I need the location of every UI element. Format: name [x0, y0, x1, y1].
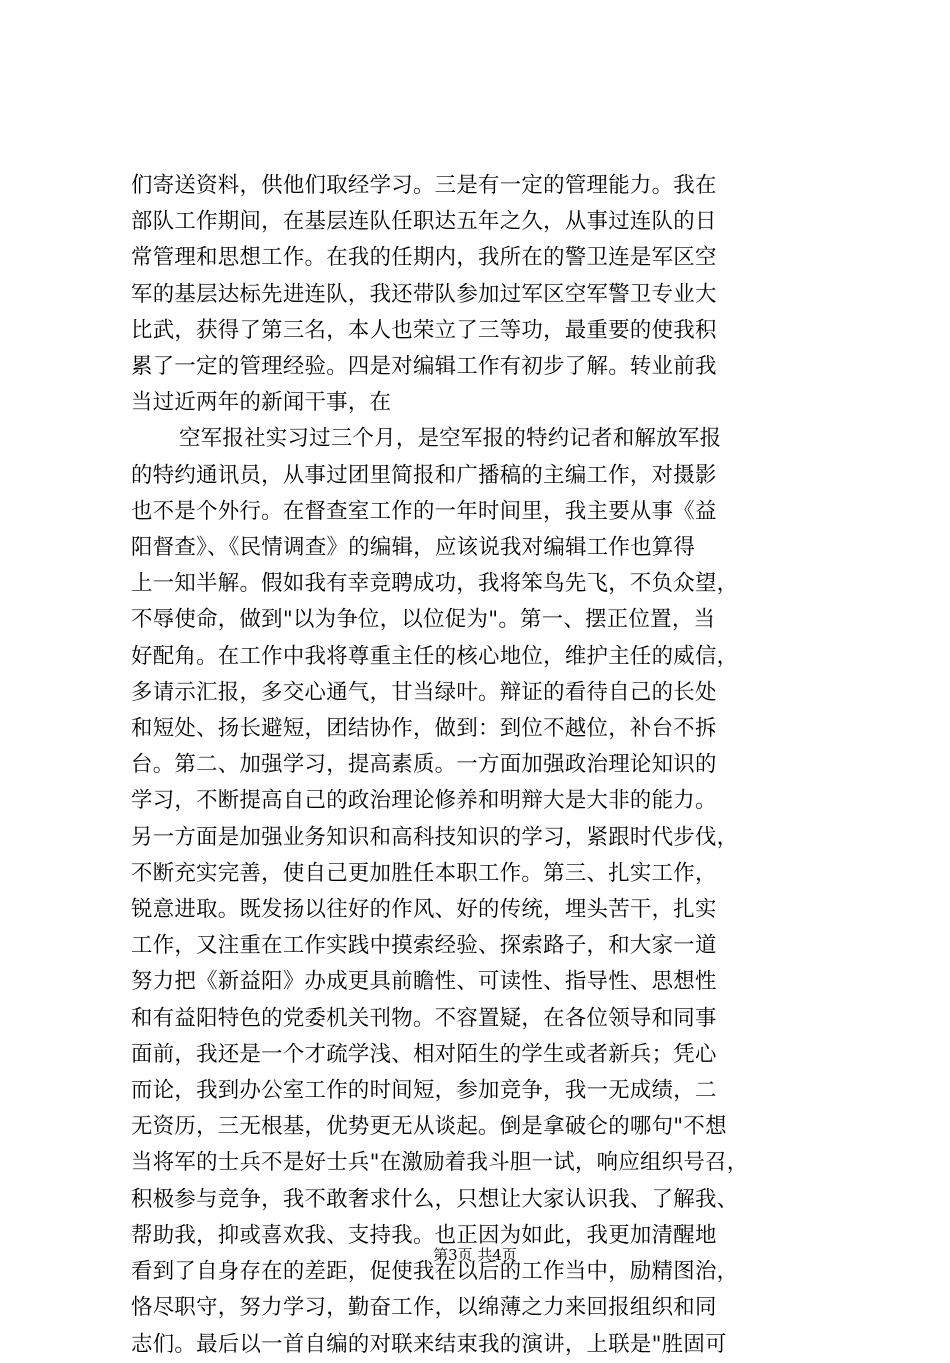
text-line: 阳督查》、《民情调查》的编辑，应该说我对编辑工作也算得	[131, 535, 696, 561]
text-line: 当过近两年的新闻干事，在	[131, 390, 392, 416]
text-line: 另一方面是加强业务知识和高科技知识的学习，紧跟时代步伐，	[131, 824, 739, 850]
text-line: 志们。最后以一首自编的对联来结束我的演讲，上联是"胜固可	[131, 1331, 727, 1357]
page-number: 第3页 共4页	[433, 1246, 517, 1264]
text-line: 多请示汇报，多交心通气，甘当绿叶。辩证的看待自己的长处	[131, 679, 717, 705]
text-line: 努力把《新益阳》办成更具前瞻性、可读性、指导性、思想性	[131, 969, 717, 995]
document-body	[131, 168, 831, 1363]
text-line: 好配角。在工作中我将尊重主任的核心地位，维护主任的威信，	[131, 643, 739, 669]
text-line: 而论，我到办公室工作的时间短，参加竞争，我一无成绩，二	[131, 1078, 717, 1104]
text-line: 和短处、扬长避短，团结协作，做到：到位不越位，补台不拆	[131, 716, 717, 742]
paragraph-2	[131, 421, 831, 1362]
page-footer	[0, 1245, 950, 1265]
text-line: 军的基层达标先进连队，我还带队参加过军区空军警卫专业大	[131, 281, 717, 307]
text-line: 面前，我还是一个才疏学浅、相对陌生的学生或者新兵；凭心	[131, 1041, 717, 1067]
text-line: 当将军的士兵不是好士兵"在激励着我斗胆一试，响应组织号召，	[131, 1150, 749, 1176]
text-line-indented: 空军报社实习过三个月，是空军报的特约记者和解放军报	[179, 426, 722, 452]
text-line: 的特约通讯员，从事过团里简报和广播稿的主编工作，对摄影	[131, 462, 717, 488]
text-line: 帮助我，抑或喜欢我、支持我。也正因为如此，我更加清醒地	[131, 1222, 717, 1248]
text-line: 部队工作期间，在基层连队任职达五年之久，从事过连队的日	[131, 209, 717, 235]
text-line: 无资历，三无根基，优势更无从谈起。倒是拿破仑的哪句"不想	[131, 1114, 727, 1140]
text-line: 也不是个外行。在督查室工作的一年时间里，我主要从事《益	[131, 498, 717, 524]
text-line: 上一知半解。假如我有幸竞聘成功，我将笨鸟先飞，不负众望，	[131, 571, 739, 597]
text-line: 不断充实完善，使自己更加胜任本职工作。第三、扎实工作，	[131, 860, 717, 886]
text-line: 不辱使命，做到"以为争位，以位促为"。第一、摆正位置，当	[131, 607, 716, 633]
text-line: 学习，不断提高自己的政治理论修养和明辩大是大非的能力。	[131, 788, 717, 814]
text-line: 比武，获得了第三名，本人也荣立了三等功，最重要的使我积	[131, 317, 717, 343]
text-line: 锐意进取。既发扬以往好的作风、好的传统，埋头苦干，扎实	[131, 897, 717, 923]
text-line: 工作，又注重在工作实践中摸索经验、探索路子，和大家一道	[131, 933, 717, 959]
text-line: 和有益阳特色的党委机关刊物。不容置疑，在各位领导和同事	[131, 1005, 717, 1031]
text-line: 常管理和思想工作。在我的任期内，我所在的警卫连是军区空	[131, 245, 717, 271]
text-line: 恪尽职守，努力学习，勤奋工作，以绵薄之力来回报组织和同	[131, 1295, 717, 1321]
text-line: 积极参与竞争，我不敢奢求什么，只想让大家认识我、了解我、	[131, 1186, 739, 1212]
text-line: 看到了自身存在的差距，促使我在以后的工作当中，励精图治，	[131, 1259, 739, 1285]
text-line: 累了一定的管理经验。四是对编辑工作有初步了解。转业前我	[131, 354, 717, 380]
paragraph-1	[131, 168, 831, 421]
text-line: 台。第二、加强学习，提高素质。一方面加强政治理论知识的	[131, 752, 717, 778]
text-line: 们寄送资料，供他们取经学习。三是有一定的管理能力。我在	[131, 173, 717, 198]
